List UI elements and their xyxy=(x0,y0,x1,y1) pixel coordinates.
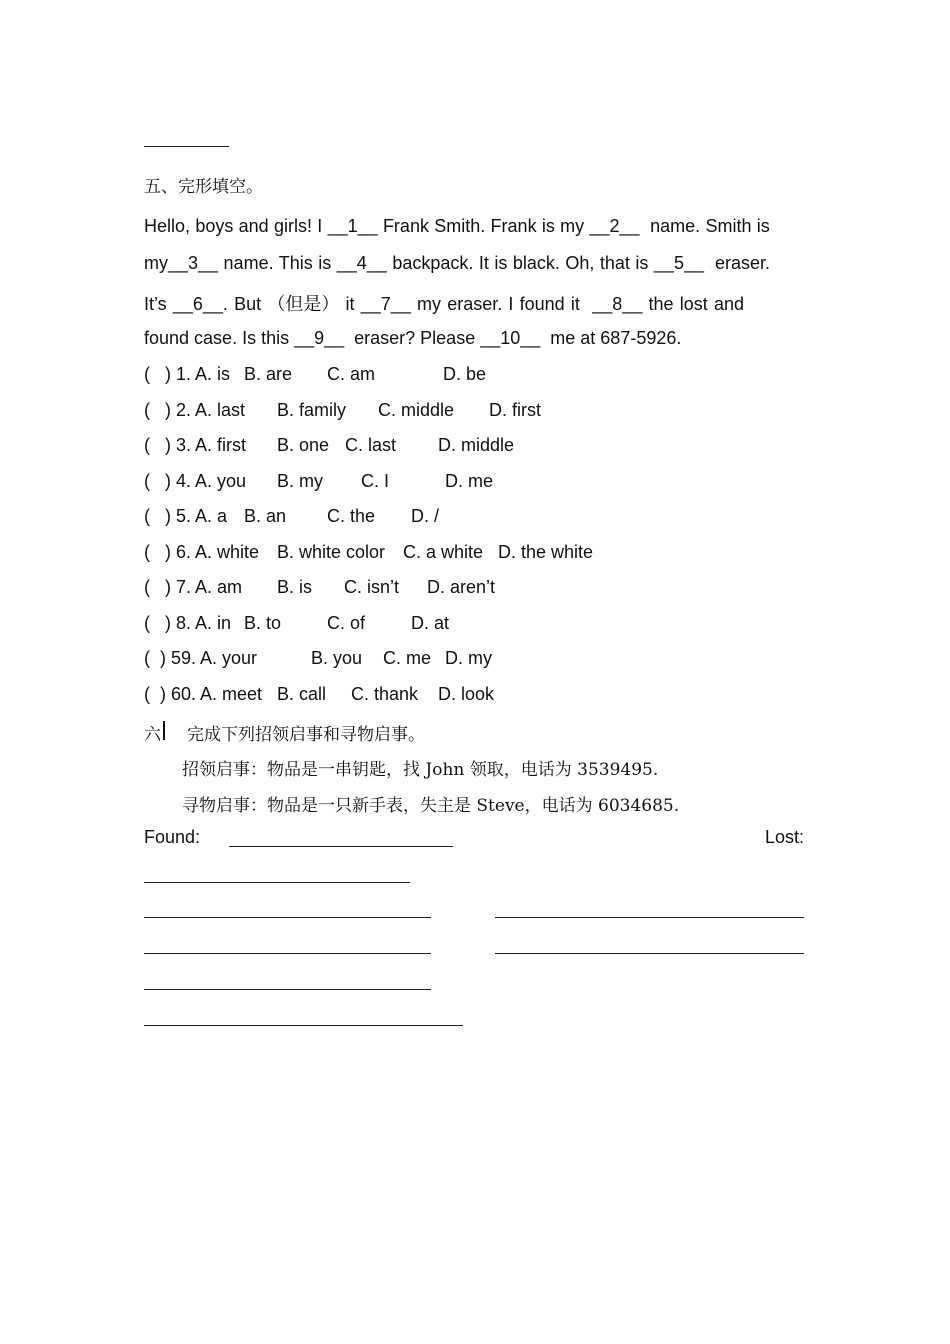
option-d: D. aren’t xyxy=(427,577,496,597)
section6-heading: 完成下列招领启事和寻物启事。 xyxy=(187,725,425,745)
question-stem: ( ) 3. A. first xyxy=(144,435,247,455)
question-stem: ( ) 4. A. you xyxy=(144,471,247,491)
option-d: D. first xyxy=(489,400,541,420)
option-b: B. call xyxy=(277,684,327,704)
passage-line-4: found case. Is this __9__ eraser? Please __10__ me at 687-5926. xyxy=(144,328,682,348)
question-stem: ( ) 2. A. last xyxy=(144,400,246,420)
section6-cursor-bar xyxy=(163,721,165,740)
option-c: C. thank xyxy=(351,684,419,704)
option-c: C. a white xyxy=(403,542,484,562)
question-stem: ( ) 1. A. is xyxy=(144,364,231,384)
option-d: D. / xyxy=(411,506,440,526)
passage-line-2: my__3__ name. This is __4__ backpack. It is black. Oh, that is __5__ eraser. xyxy=(144,253,771,273)
option-d: D. look xyxy=(438,684,495,704)
found-label: Found: xyxy=(144,827,201,847)
passage-line-3: It’s __6__. But （但是） it __7__ my eraser. I found it __8__ the lost and xyxy=(144,294,745,314)
section5-heading: 五、完形填空。 xyxy=(144,177,263,197)
lost-label: Lost: xyxy=(765,827,805,847)
option-c: C. isn’t xyxy=(344,577,400,597)
lost-title-line[interactable] xyxy=(144,882,410,883)
lost-answer-line[interactable] xyxy=(495,953,804,954)
question-stem: ( ) 59. A. your xyxy=(144,648,258,668)
question-stem: ( ) 6. A. white xyxy=(144,542,260,562)
option-d: D. me xyxy=(445,471,494,491)
passage-line-1: Hello, boys and girls! I __1__ Frank Smith. Frank is my __2__ name. Smith is xyxy=(144,216,770,236)
question-stem: ( ) 7. A. am xyxy=(144,577,243,597)
option-b: B. one xyxy=(277,435,330,455)
found-title-line[interactable] xyxy=(229,846,453,847)
top-answer-line xyxy=(144,146,229,147)
option-d: D. be xyxy=(443,364,487,384)
option-c: C. I xyxy=(361,471,390,491)
question-stem: ( ) 60. A. meet xyxy=(144,684,263,704)
option-b: B. you xyxy=(311,648,363,668)
option-b: B. an xyxy=(244,506,287,526)
found-answer-line[interactable] xyxy=(144,917,431,918)
option-c: C. the xyxy=(327,506,376,526)
option-c: C. am xyxy=(327,364,376,384)
option-b: B. family xyxy=(277,400,347,420)
section6-number: 六 xyxy=(144,725,161,745)
lost-answer-line[interactable] xyxy=(495,917,804,918)
lost-answer-line[interactable] xyxy=(144,1025,463,1026)
option-b: B. is xyxy=(277,577,313,597)
option-d: D. at xyxy=(411,613,450,633)
option-c: C. me xyxy=(383,648,432,668)
option-d: D. my xyxy=(445,648,492,668)
found-notice-description: 招领启事：物品是一串钥匙，找 John 领取，电话为 3539495. xyxy=(182,760,659,780)
found-answer-line[interactable] xyxy=(144,953,431,954)
found-answer-line[interactable] xyxy=(144,989,431,990)
option-b: B. white color xyxy=(277,542,386,562)
lost-notice-description: 寻物启事：物品是一只新手表，失主是 Steve，电话为 6034685. xyxy=(182,796,680,816)
option-d: D. the white xyxy=(498,542,594,562)
option-c: C. last xyxy=(345,435,397,455)
option-b: B. to xyxy=(244,613,282,633)
option-d: D. middle xyxy=(438,435,515,455)
question-stem: ( ) 5. A. a xyxy=(144,506,228,526)
option-c: C. middle xyxy=(378,400,455,420)
option-b: B. my xyxy=(277,471,324,491)
option-c: C. of xyxy=(327,613,366,633)
option-b: B. are xyxy=(244,364,293,384)
question-stem: ( ) 8. A. in xyxy=(144,613,232,633)
